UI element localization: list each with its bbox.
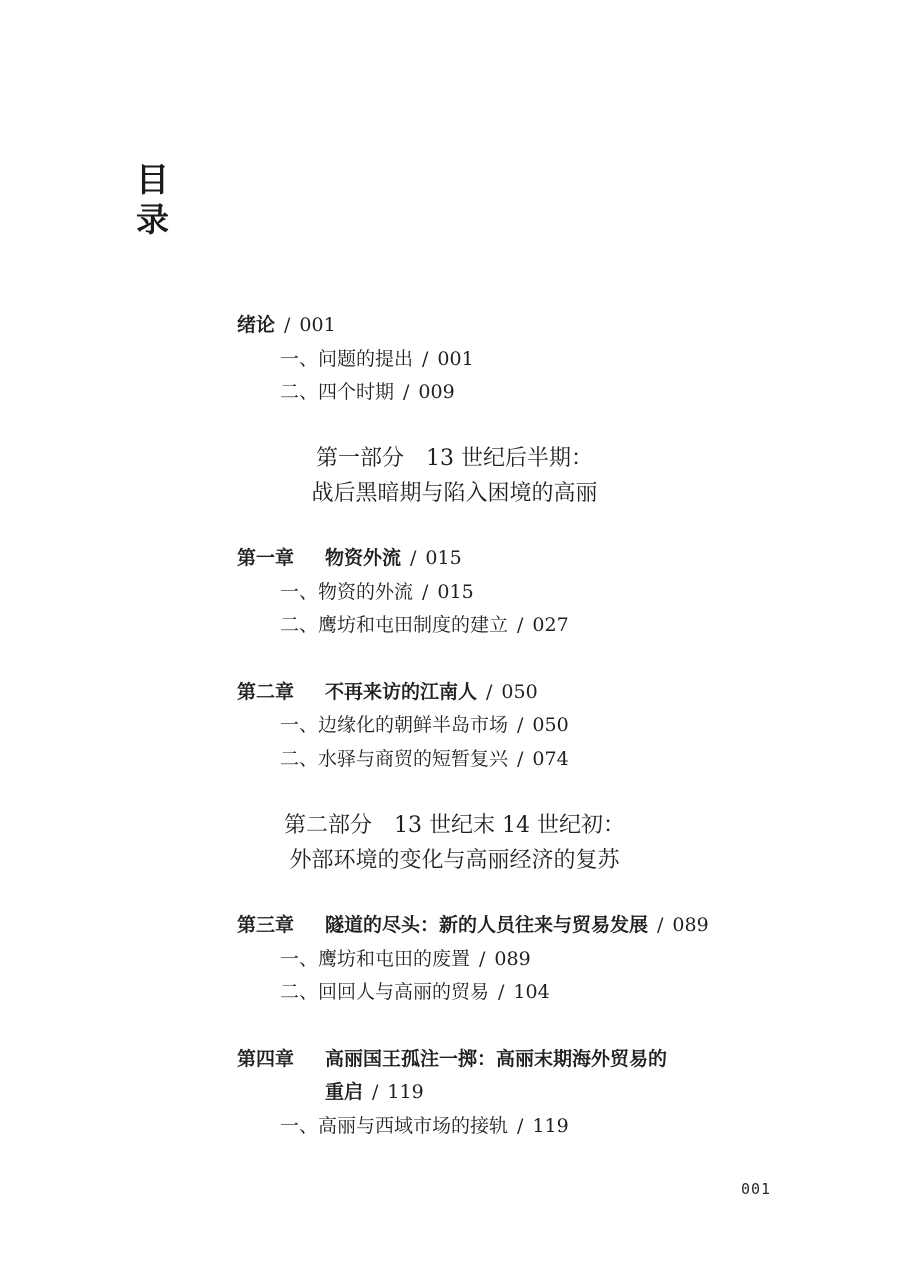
page-number: 119 <box>532 1115 569 1137</box>
page-title-char-2: 录 <box>136 200 169 239</box>
section-label: 一、物资的外流 <box>280 581 414 603</box>
toc-section[interactable] <box>280 347 474 371</box>
separator: / <box>657 914 664 936</box>
chapter-title: 隧道的尽头：新的人员往来与贸易发展 <box>325 914 649 936</box>
toc-section[interactable] <box>280 947 531 971</box>
part-heading <box>0 443 909 475</box>
chapter-title-continued: 重启 <box>325 1081 364 1103</box>
toc-chapter[interactable] <box>237 680 538 704</box>
toc-section[interactable] <box>280 580 474 604</box>
section-label: 一、边缘化的朝鲜半岛市场 <box>280 714 509 736</box>
separator: / <box>517 614 524 636</box>
page-number: 001 <box>437 348 474 370</box>
part-period: 13 世纪末 14 世纪初： <box>394 813 625 838</box>
chapter-label: 第四章 <box>237 1048 295 1070</box>
section-label: 二、四个时期 <box>280 381 395 403</box>
page-number: 001 <box>299 314 336 336</box>
part-subtitle: 战后黑暗期与陷入困境的高丽 <box>311 481 598 506</box>
section-label: 二、水驿与商贸的短暂复兴 <box>280 748 509 770</box>
page-number: 015 <box>425 547 462 569</box>
toc-section[interactable] <box>280 713 569 737</box>
separator: / <box>403 381 410 403</box>
chapter-title: 物资外流 <box>325 547 402 569</box>
page-title <box>136 160 176 240</box>
chapter-label: 第二章 <box>237 681 295 703</box>
toc-section[interactable] <box>280 613 569 637</box>
chapter-title: 不再来访的江南人 <box>325 681 478 703</box>
separator: / <box>372 1081 379 1103</box>
section-label: 一、高丽与西域市场的接轨 <box>280 1115 509 1137</box>
page-number: 050 <box>532 714 569 736</box>
page-number: 104 <box>513 981 550 1003</box>
toc-intro[interactable] <box>237 313 336 337</box>
toc-section[interactable] <box>280 380 455 404</box>
chapter-title: 高丽国王孤注一掷：高丽末期海外贸易的 <box>325 1048 668 1070</box>
toc-section[interactable] <box>280 747 569 771</box>
part-period: 13 世纪后半期： <box>426 446 593 471</box>
page-number: 009 <box>418 381 455 403</box>
part-subtitle: 外部环境的变化与高丽经济的复苏 <box>289 848 620 873</box>
toc-chapter[interactable] <box>237 546 462 570</box>
section-label: 二、回回人与高丽的贸易 <box>280 981 490 1003</box>
page-number: 074 <box>532 748 569 770</box>
separator: / <box>517 714 524 736</box>
separator: / <box>517 1115 524 1137</box>
page-folio: 001 <box>741 1180 772 1198</box>
chapter-label: 第三章 <box>237 914 295 936</box>
separator: / <box>498 981 505 1003</box>
page-title-char-1: 目 <box>136 160 169 199</box>
page-number: 119 <box>387 1081 424 1103</box>
separator: / <box>284 314 291 336</box>
separator: / <box>517 748 524 770</box>
toc-chapter[interactable] <box>237 913 709 937</box>
separator: / <box>479 948 486 970</box>
toc-section[interactable] <box>280 980 550 1004</box>
part-label: 第二部分 <box>284 813 373 838</box>
separator: / <box>486 681 493 703</box>
page-number: 015 <box>437 581 474 603</box>
toc-section[interactable] <box>280 1114 569 1138</box>
page-number: 050 <box>501 681 538 703</box>
separator: / <box>422 348 429 370</box>
toc-chapter[interactable] <box>237 1047 667 1071</box>
page-number: 089 <box>494 948 531 970</box>
separator: / <box>410 547 417 569</box>
chapter-label: 绪论 <box>237 314 276 336</box>
section-label: 一、鹰坊和屯田的废置 <box>280 948 471 970</box>
toc-chapter-continued[interactable] <box>325 1080 424 1104</box>
section-label: 二、鹰坊和屯田制度的建立 <box>280 614 509 636</box>
page-number: 089 <box>672 914 709 936</box>
page-number: 027 <box>532 614 569 636</box>
part-heading <box>0 810 909 842</box>
separator: / <box>422 581 429 603</box>
section-label: 一、问题的提出 <box>280 348 414 370</box>
chapter-label: 第一章 <box>237 547 295 569</box>
part-label: 第一部分 <box>315 446 404 471</box>
